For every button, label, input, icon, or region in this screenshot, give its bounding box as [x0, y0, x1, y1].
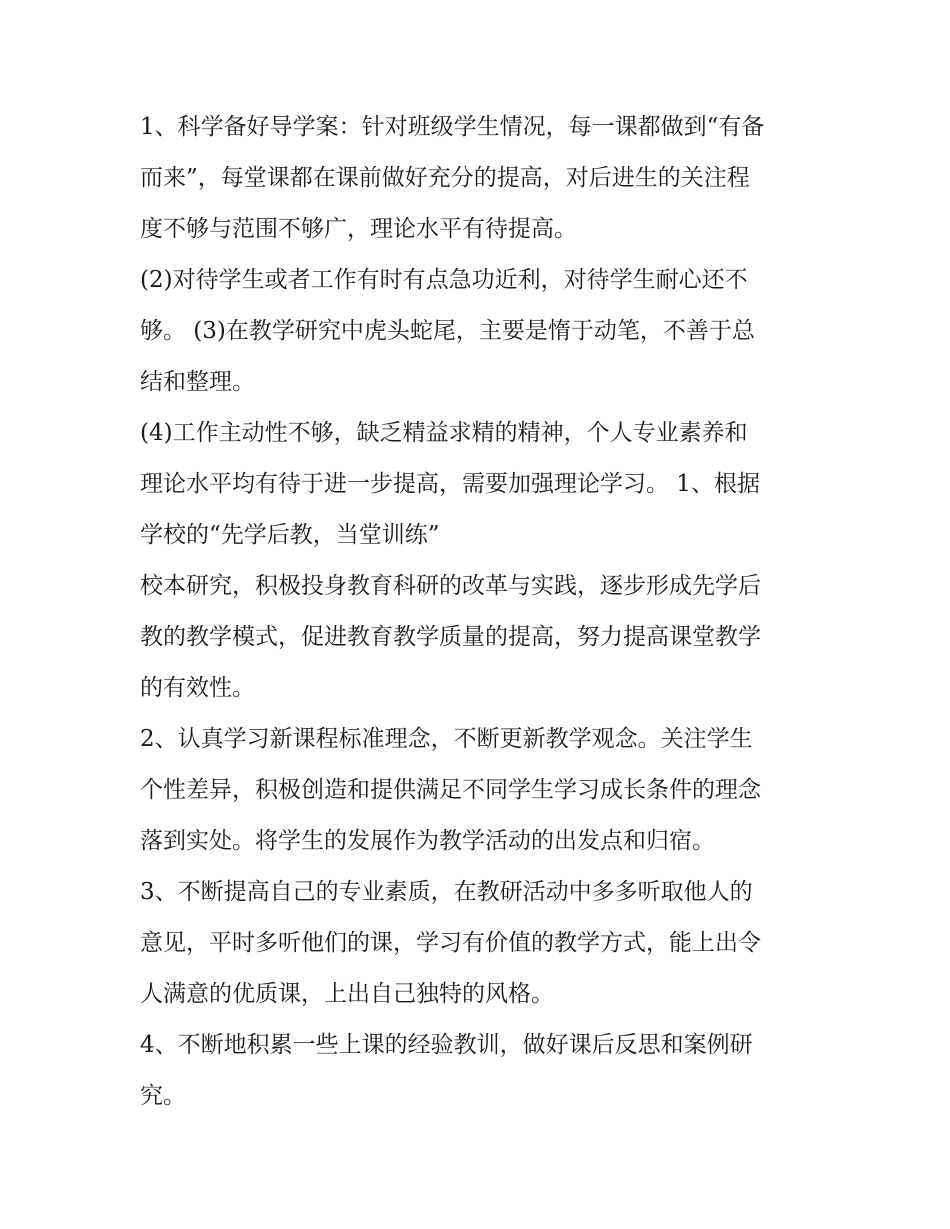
text-line: 2、认真学习新课程标准理念，不断更新教学观念。关注学生 [140, 726, 753, 752]
text-line: 结和整理。 [140, 369, 255, 395]
text-line: 个性差异，积极创造和提供满足不同学生学习成长条件的理念 [140, 777, 761, 803]
text-line: 意见，平时多听他们的课，学习有价值的教学方式，能上出令 [140, 930, 761, 956]
text-line: 究。 [140, 1083, 186, 1109]
text-line: (2)对待学生或者工作有时有点急功近利，对待学生耐心还不 [140, 267, 748, 293]
text-line: 教的教学模式，促进教育教学质量的提高，努力提高课堂教学 [140, 624, 761, 650]
paragraph-4 [140, 561, 830, 714]
text-line: 4、不断地积累一些上课的经验教训，做好课后反思和案例研 [140, 1032, 753, 1058]
text-line: 3、不断提高自己的专业素质，在教研活动中多多听取他人的 [140, 879, 753, 905]
text-line: 理论水平均有待于进一步提高，需要加强理论学习。 1、根据 [140, 471, 760, 497]
text-line: 而来”，每堂课都在课前做好充分的提高，对后进生的关注程 [140, 165, 750, 191]
text-line: 人满意的优质课，上出自己独特的风格。 [140, 981, 554, 1007]
paragraph-6 [140, 867, 830, 1020]
text-line: 的有效性。 [140, 675, 255, 701]
text-line: 校本研究，积极投身教育科研的改革与实践，逐步形成先学后 [140, 573, 761, 599]
paragraph-2 [140, 255, 830, 408]
text-line: 够。 (3)在教学研究中虎头蛇尾，主要是惰于动笔，不善于总 [140, 318, 755, 344]
text-line: (4)工作主动性不够，缺乏精益求精的精神，个人专业素养和 [140, 420, 748, 446]
text-line: 1、科学备好导学案：针对班级学生情况，每一课都做到“有备 [140, 114, 765, 140]
text-line: 学校的“先学后教，当堂训练” [140, 522, 440, 548]
paragraph-7 [140, 1020, 830, 1122]
paragraph-1 [140, 102, 830, 255]
text-line: 落到实处。将学生的发展作为教学活动的出发点和归宿。 [140, 828, 715, 854]
document-body [140, 102, 830, 1122]
text-line: 度不够与范围不够广，理论水平有待提高。 [140, 216, 577, 242]
paragraph-3 [140, 408, 830, 561]
paragraph-5 [140, 714, 830, 867]
